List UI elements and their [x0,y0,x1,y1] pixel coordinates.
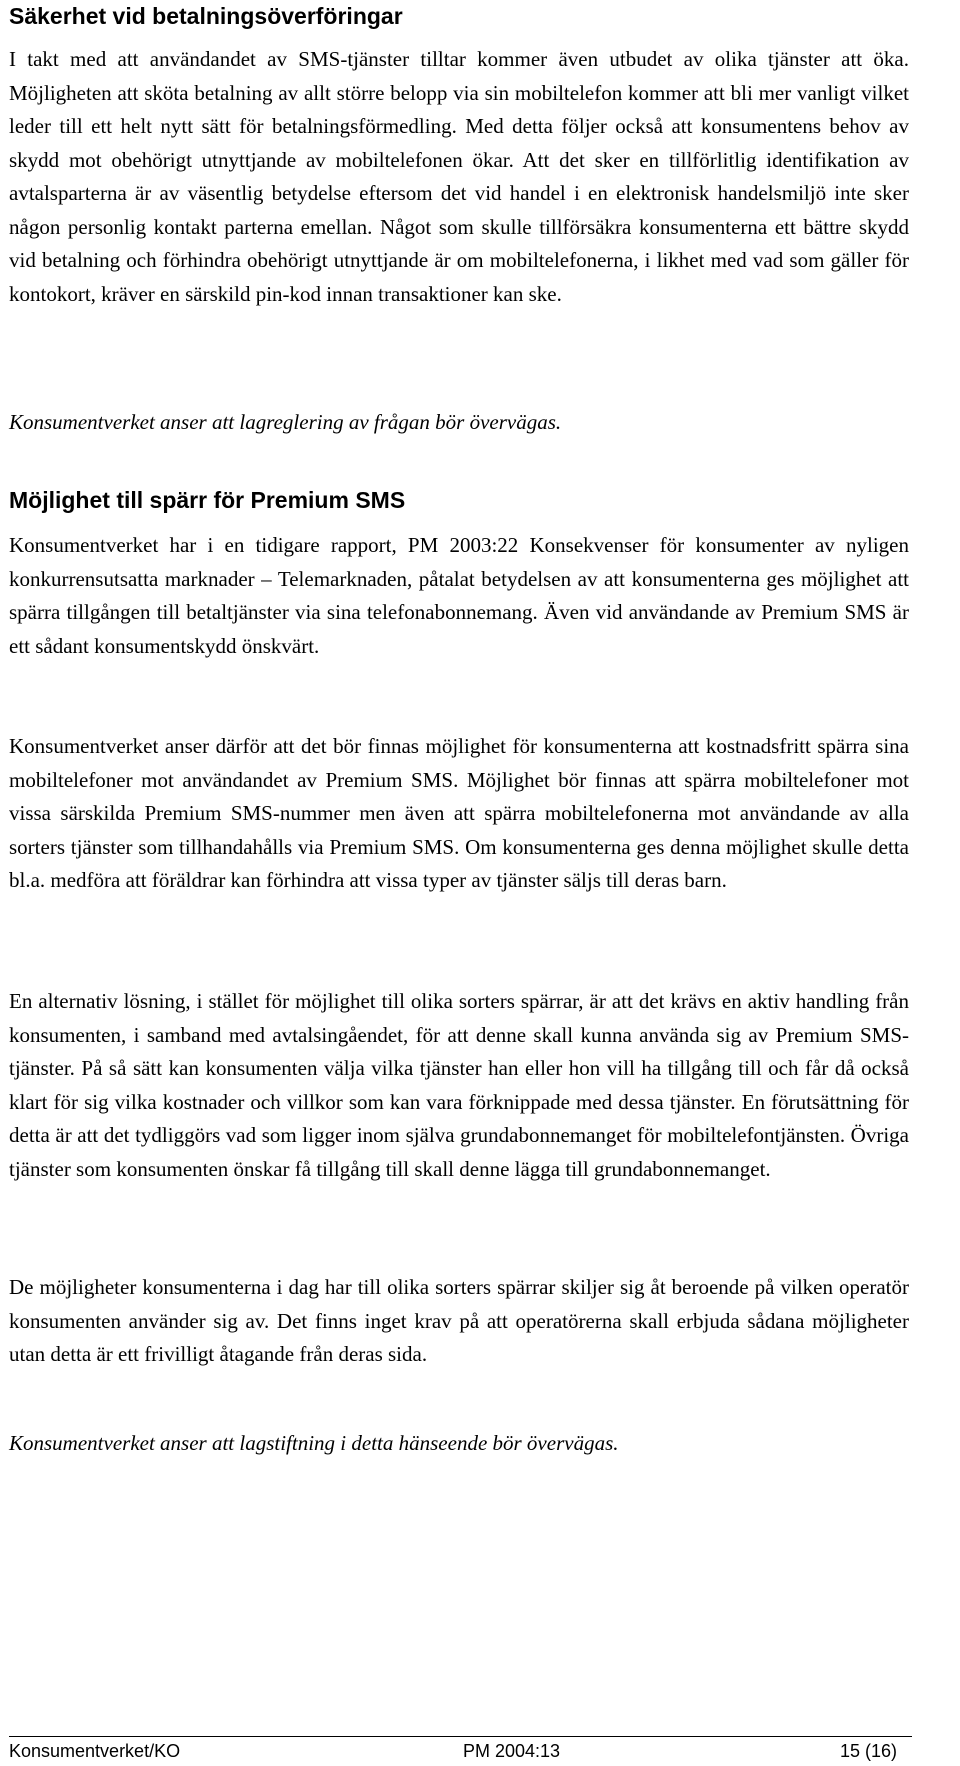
footer-divider [9,1736,912,1737]
body-paragraph: Konsumentverket har i en tidigare rapport, PM 2003:22 Konsekvenser för konsumenter av nyligen konkurrensutsatta marknader – Telemarknaden, påtalat betydelsen av att konsumenterna ges möjlighet att spärra tillgången till betaltjänster via sina telefonabonnemang. Även vid användande av Premium SMS är ett sådant konsumentskydd önskvärt. [9,533,909,658]
footer-page-number: 15 (16) [840,1741,898,1761]
conclusion-paragraph: Konsumentverket anser att lagreglering av frågan bör övervägas. [9,410,562,434]
body-paragraph: I takt med att användandet av SMS-tjänster tilltar kommer även utbudet av olika tjänster att öka. Möjligheten att sköta betalning av allt större belopp via sin mobiltelefon kommer att bli mer vanligt vilket leder till ett helt nytt sätt för betalningsförmedling. Med detta följer också att konsumentens behov av skydd mot obehörigt utnyttjande av mobiltelefonen ökar. Att det sker en tillförlitlig identifikation av avtalsparterna är av väsentlig betydelse eftersom det vid handel i en elektronisk handelsmiljö inte sker någon personlig kontakt parterna emellan. Något som skulle tillförsäkra konsumenterna ett bättre skydd vid betalning och förhindra obehörigt utnyttjande är om mobiltelefonerna, i likhet med vad som gäller för kontokort, kräver en särskild pin-kod innan transaktioner kan ske. [9,47,909,306]
section-heading-payment-security: Säkerhet vid betalningsöverföringar [9,3,403,29]
conclusion-paragraph: Konsumentverket anser att lagstiftning i detta hänseende bör övervägas. [9,1431,619,1455]
body-paragraph: Konsumentverket anser därför att det bör finnas möjlighet för konsumenterna att kostnadsfritt spärra sina mobiltelefoner mot användandet av Premium SMS. Möjlighet bör finnas att spärra mobiltelefoner mot vissa särskilda Premium SMS-nummer men även att spärra mobiltelefonerna mot användande av alla sorters tjänster som tillhandahålls via Premium SMS. Om konsumenterna ges denna möjlighet skulle detta bl.a. medföra att föräldrar kan förhindra att vissa typer av tjänster säljs till deras barn. [9,734,909,892]
body-paragraph: En alternativ lösning, i stället för möjlighet till olika sorters spärrar, är att det krävs en aktiv handling från konsumenten, i samband med avtalsingåendet, för att denne skall kunna använda sig av Premium SMS-tjänster. På så sätt kan konsumenten välja vilka tjänster han eller hon vill ha tillgång till och får då också klart för sig vilka kostnader och villkor som kan vara förknippade med dessa tjänster. En förutsättning för detta är att det tydliggörs vad som ligger inom själva grundabonnemanget för mobiltelefontjänsten. Övriga tjänster som konsumenten önskar få tillgång till skall denne lägga till grundabonnemanget. [9,989,909,1181]
section-heading-premium-sms: Möjlighet till spärr för Premium SMS [9,487,406,513]
body-paragraph: De möjligheter konsumenterna i dag har till olika sorters spärrar skiljer sig åt beroende på vilken operatör konsumenten använder sig av. Det finns inget krav på att operatörerna skall erbjuda sådana möjligheter utan detta är ett frivilligt åtagande från deras sida. [9,1275,909,1366]
footer-publisher: Konsumentverket/KO [9,1741,181,1761]
footer-report-id: PM 2004:13 [463,1741,561,1761]
